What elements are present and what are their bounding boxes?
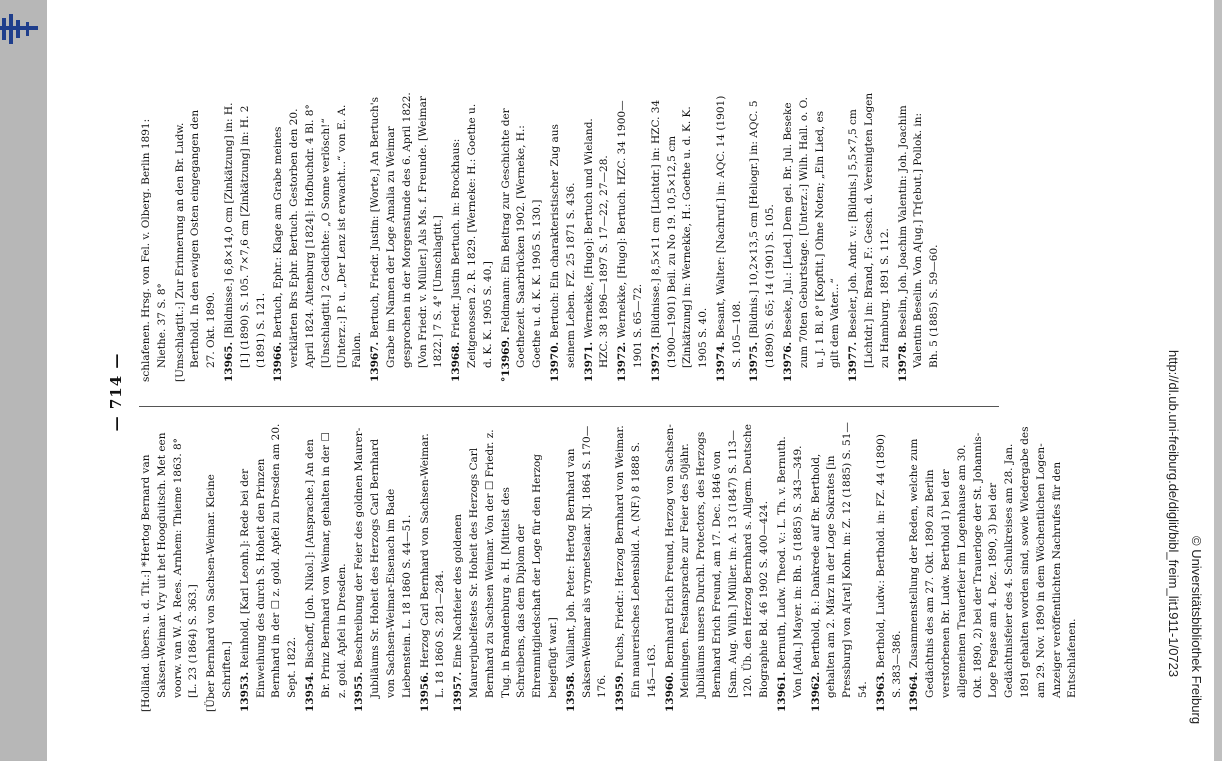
entry-number: 13962. [809, 668, 822, 712]
entry-number: 13954. [303, 668, 316, 712]
entry-text: Berthold, Ludw.: Berthold. in: FZ. 44 (1890) S. 383—386. [874, 434, 903, 698]
rotated-page-content [107, 72, 1079, 712]
entry-number: 13970. [548, 338, 561, 382]
bibliography-entry [303, 422, 350, 712]
bibliography-entry [649, 92, 712, 382]
entry-text: Bertuch, Ephr.: Klage am Grabe meines verklärten Brs Ephr. Bertuch. Gestorben den 20. April 1824. Altenburg [1824]: Hofbuchdr. 4 Bl. 8° [Unschlagtit.] 2 Gedichte: „O Sonne verlösch!“ [Unterz.:] P. u. „Der Lenz ist erwacht...“ von E. A. Fallon. [272, 104, 364, 368]
entry-text: Beselin, Joh. Joachim Valentin: Joh. Joachim Valentin Beselin. Von A[ug.] Tr[ebut.] Pollok. in: Bh. 5 (1885) S. 59—60. [896, 105, 941, 368]
entry-number: 13961. [776, 668, 789, 712]
bibliography-entry [714, 92, 746, 382]
entry-number: 13973. [649, 338, 662, 382]
bibliography-entry [548, 92, 580, 382]
library-logo-icon[interactable] [0, 0, 46, 50]
right-column [139, 92, 1019, 382]
entry-number: 13955. [353, 668, 366, 712]
entry-number: 13963. [874, 668, 887, 712]
entry-text: Bertuch: Ein charakteristischer Zug aus seinem Leben. FZ. 25 1871 S. 436. [548, 124, 577, 368]
bibliography-entry [352, 422, 415, 712]
bibliography-entry [781, 92, 844, 382]
entry-text: Herzog Carl Bernhard von Sachsen-Weimar. L. 18 1860 S. 281—284. [418, 433, 447, 698]
bibliography-entry [368, 92, 447, 382]
bibliography-entry [846, 92, 893, 382]
bibliography-entry [222, 92, 269, 382]
entry-text: [Über Bernhard von Sachsen-Weimar. Kleine Schriften.] [205, 474, 233, 712]
viewer-sidebar [0, 0, 47, 761]
source-url[interactable]: http://dl.ub.uni-freiburg.de/diglit/bibl_freim_lit1911-1/0723 [1166, 350, 1181, 678]
entry-number: 13956. [418, 668, 431, 712]
bibliography-entry [663, 422, 774, 712]
entry-number: °13969. [499, 332, 512, 382]
entry-text: Besant, Walter: [Nachruf.] in: AQC. 14 (1901) S. 105—108. [714, 95, 743, 368]
entry-text: Beseke, Jul.: [Lied.] Dem gel. Br. Jul. Beseke zum 70ten Geburtstage. [Unterz.:] Wilh. Hall. o. O. u. J. 1 Bl. 8° [Kopftit.] Ohne Noten; „Ein Lied, es gilt dem Vater...“ [782, 96, 842, 368]
entry-text: Beseler, Joh. Andr. v.: [Bildnis.] 5,5×7,5 cm [Lichtdr.] in: Brand, F.: Gesch. d. Vereinigten Logen zu Hamburg. 1891 S. 112. [847, 92, 891, 368]
bibliography-entry [582, 92, 614, 382]
entry-number: 13968. [450, 338, 463, 382]
entry-text: Fuchs, Friedr.: Herzog Bernhard von Weimar. Ein maurerisches Lebensbild. A. (NF.) 8 1888 S. 145—163. [614, 425, 658, 698]
bibliography-entry [747, 92, 779, 382]
entry-text: Bischoff, [Joh. Nikol.]: [Ansprache.] An den Br. Prinz Bernhard von Weimar, gehalten in der ☐ z. gold. Apfel in Dresden. [303, 432, 348, 698]
bibliography-entry [907, 422, 1081, 712]
entry-number: 13978. [896, 338, 909, 382]
page-edge [1214, 0, 1222, 761]
entry-text: Feldmann: Ein Beitrag zur Geschichte der Goethezeit. Saarbrücken 1902. [Werneke, H.: Goethe u. d. K. K. 1905 S. 130.] [499, 108, 544, 368]
entry-text: [Bildnisse.] 6,8×14,0 cm [Zinkätzung] in: H. [1] (1890) S. 105. 7×7,6 cm [Zinkätzung] in: H. 2 (1891) S. 121. [222, 102, 267, 368]
entry-number: 13971. [582, 338, 595, 382]
entry-number: 13957. [452, 668, 465, 712]
entry-number: 13974. [714, 338, 727, 382]
bibliography-entry [238, 422, 301, 712]
bibliography-entry [775, 422, 807, 712]
entry-number: 13966. [272, 338, 285, 382]
entry-number: 13977. [847, 338, 860, 382]
entry-number: 13965. [222, 338, 235, 382]
entry-text: Berthold, B.: Dankrede auf Br. Berthold, gehalten am 2. März in der Loge Sokrates [in Pressburg] von A[rat] Kohn. in: Z. 12 (1885) S. 51—54. [809, 422, 870, 698]
entry-text: Bernuth, Ludw. Theod. v.: L. Th. v. Bernuth. Von [Adu.] Mayer. in: Bh. 5 (1885) S. 343—349. [776, 436, 804, 698]
entry-text: Wernekke, [Hugo]: Bertuch. HZC. 34 1900—1901 S. 65—72. [616, 100, 644, 368]
bibliography-entry [418, 422, 450, 712]
page-number: — 714 — [107, 352, 125, 432]
entry-text: schlafenen. Hrsg. von Fel. v. Olberg. Berlin 1891: Niethe. 37 S. 8° [140, 118, 168, 382]
entry-text: Friedr. Justin Bertuch. in: Brockhaus: Zeitgenossen 2. R. 1829. [Werneke: H.: Goethe u. d. K. K. 1905 S. 40.] [450, 103, 494, 368]
entry-text: Zusammenstellung der Reden, welche zum Gedächtnis des am 27. Okt. 1890 zu Berlin verstorbenen Br. Ludw. Berthold 1) bei der allgemeinen Trauerfeier im Logenhause am 30. Okt. 1890, 2) bei der Trauerloge der St. Johannis-Loge Pegase am 4. Dez. 1890, 3) bei der Gedächtnisfeier des 4. Schulkreises am 28. Jan. 1891 gehalten worden sind, sowie Wiedergabe des am 29. Nov. 1890 in dem Wöchentlichen Logen-Anzeiger veröffentlichten Nachrufes für den Entschlafenen. [908, 426, 1079, 698]
entry-text: [Bildnis.] 10,2×13,5 cm [Heliogr.] in: AQC. 5 (1890) S. 65; 14 (1901) S. 105. [748, 100, 777, 368]
bibliography-entry [613, 422, 660, 712]
entry-text: Wernekke, [Hugo]: Bertuch und Wieland. HZC. 38 1896—1897 S. 17—22, 27—28. [582, 118, 611, 368]
entry-text: [Umschlagtit.:] Zur Erinnerung an den Br. Ludw. Berthold. In den ewigen Osten eingegangen den 27. Okt. 1890. [173, 109, 218, 382]
entry-number: 13972. [616, 338, 629, 382]
bibliography-entry [564, 422, 611, 712]
bibliography-entry [896, 92, 943, 382]
entry-text: Beschreibung der Feier des goldnen Maurer-Jubiläums Sr. Hoheit des Herzogs Carl Bernhard von Sachsen-Weimar-Eisenach im Bade Liebenstein. L. 18 1860 S. 44—51. [353, 427, 413, 698]
bibliography-entry [874, 422, 906, 712]
bibliography-entry [451, 422, 562, 712]
bibliography-entry [615, 92, 647, 382]
bibliography-entry [173, 92, 220, 382]
bibliography-entry [139, 92, 171, 382]
entry-number: 13967. [369, 338, 382, 382]
entry-number: 13958. [564, 668, 577, 712]
column-divider [139, 406, 999, 407]
entry-text: [Bildnisse.] 8,5×11 cm [Lichtdr.] in: HZC. 34 (1900—1901) Beil. zu No 19. 10,5×12,5 cm [Zinkätzung] in: Wernekke, H.: Goethe u. d. K. K. 1905 S. 40. [649, 99, 710, 368]
entry-number: 13959. [614, 668, 627, 712]
bibliography-entry [139, 422, 202, 712]
entry-text: Reinhold, [Karl Leonh.]: Rede bei der Einweihung des durch S. Hoheit den Prinzen Bernhard in der ☐ z. gold. Apfel zu Dresden am 20. Sept. 1822. [238, 423, 299, 698]
entry-number: 13976. [782, 338, 795, 382]
entry-text: Bernhard Erich Freund, Herzog von Sachsen-Meiningen. Festansprache zur Feier des 50jähr. Jubiläums unsers Durchl. Protectors, des Herzogs Bernhard Erich Freund, am 17. Dec. 1846 von [Sam. Aug. Wilh.] Müller. in: A. 13 (1847) S. 113—120. Üb. den Herzog Bernhard s. Allgem. Deutsche Biographie Bd. 46 1902 S. 400—424. [663, 424, 771, 698]
entry-text: [Holländ. übers. u. d. Tit.:] *Hertog Bernard van Saksen-Weimar. Vry uit het Hoogduitsch. Met een voorw. van W. A. Rees. Arnhem: Thieme 1863. 8° [L. 23 (1864) S. 363.] [140, 432, 200, 712]
entry-text: Bertuch, Friedr. Justin: [Worte,] An Bertuch's Grabe im Namen der Loge Amalia zu Weimar gesprochen in der Morgenstunde des 6. April 1822. [Von Friedr. v. Müller.] Als Ms. f. Freunde. [Weimar 1822.] 7 S. 4° [Umschlagtit.] [369, 92, 445, 368]
bibliography-entry [271, 92, 366, 382]
bibliography-entry [809, 422, 872, 712]
entry-text: Eine Nachfeier des goldenen Maurerjubelfestes Sr. Hoheit des Herzogs Carl Bernhard zu Sachsen Weimar. Von der ☐ Friedr. z. Tug. in Brandenburg a. H. [Mittelst des Schreibens, das dem Diplom der Ehrenmitgliedschaft der Loge für den Herzog beigefügt war.] [452, 429, 559, 698]
entry-number: 13964. [908, 668, 921, 712]
entry-number: 13953. [238, 668, 251, 712]
left-column [139, 422, 1079, 712]
copyright-notice: © Universitätsbibliothek Freiburg [1189, 536, 1204, 725]
bibliography-entry [204, 422, 236, 712]
entry-number: 13975. [748, 338, 761, 382]
entry-number: 13960. [663, 668, 676, 712]
entry-text: Vaillant, Joh. Peter: Hertog Bernhard van Saksen-Weimar als vrymetselaar. NJ. 1864 S. 170—176. [564, 425, 609, 698]
bibliography-entry [499, 92, 546, 382]
bibliography-entry [449, 92, 496, 382]
